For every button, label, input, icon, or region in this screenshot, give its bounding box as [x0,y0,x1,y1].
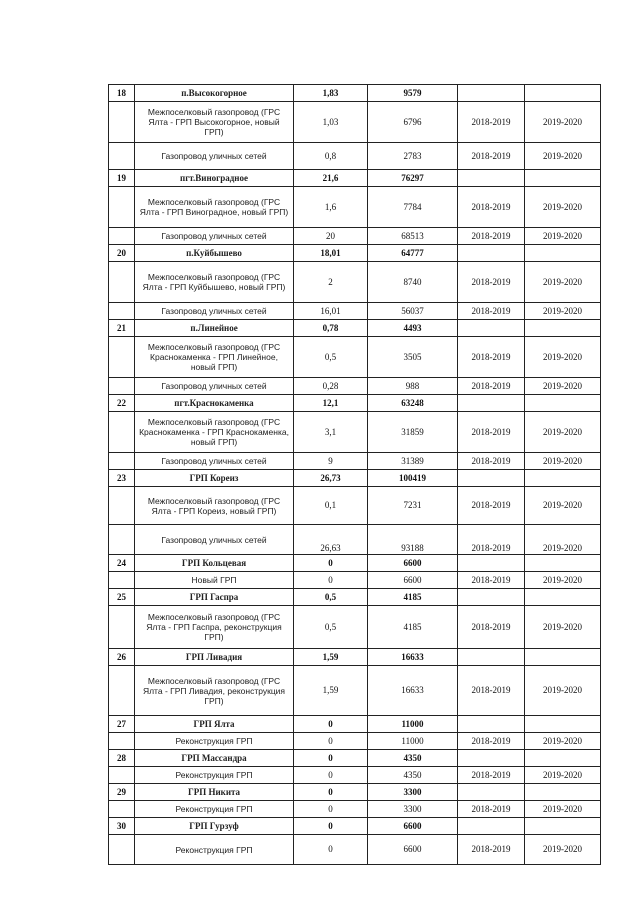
length-cell: 0 [294,750,368,767]
row-number-cell [109,228,135,245]
cost-cell: 100419 [368,470,458,487]
start-period-cell [458,395,525,412]
object-name-cell: Межпоселковый газопровод (ГРС Ялта - ГРП Виноградное, новый ГРП) [135,187,294,228]
end-period-cell: 2019-2020 [525,143,601,170]
end-period-cell: 2019-2020 [525,767,601,784]
work-item-row [109,801,601,818]
settlement-row [109,784,601,801]
object-name-cell: Газопровод уличных сетей [135,303,294,320]
length-cell: 0,8 [294,143,368,170]
length-cell: 0 [294,818,368,835]
start-period-cell: 2018-2019 [458,412,525,453]
start-period-cell [458,245,525,262]
start-period-cell [458,649,525,666]
row-number-cell: 22 [109,395,135,412]
start-period-cell: 2018-2019 [458,143,525,170]
start-period-cell: 2018-2019 [458,487,525,525]
cost-cell: 11000 [368,716,458,733]
row-number-cell: 24 [109,555,135,572]
object-name-cell: ГРП Ялта [135,716,294,733]
end-period-cell [525,589,601,606]
start-period-cell [458,85,525,102]
start-period-cell: 2018-2019 [458,303,525,320]
end-period-cell: 2019-2020 [525,262,601,303]
row-number-cell [109,337,135,378]
cost-cell: 16633 [368,666,458,716]
end-period-cell: 2019-2020 [525,606,601,649]
cost-cell: 4350 [368,767,458,784]
object-name-cell: ГРП Никита [135,784,294,801]
work-item-row [109,337,601,378]
row-number-cell: 20 [109,245,135,262]
cost-cell: 11000 [368,733,458,750]
end-period-cell: 2019-2020 [525,453,601,470]
settlement-row [109,649,601,666]
row-number-cell [109,102,135,143]
settlement-row [109,589,601,606]
length-cell: 0 [294,572,368,589]
end-period-cell: 2019-2020 [525,487,601,525]
end-period-cell: 2019-2020 [525,572,601,589]
length-cell: 0 [294,835,368,865]
settlement-row [109,395,601,412]
start-period-cell [458,818,525,835]
start-period-cell: 2018-2019 [458,801,525,818]
length-cell: 0,1 [294,487,368,525]
row-number-cell: 26 [109,649,135,666]
row-number-cell [109,412,135,453]
end-period-cell [525,555,601,572]
work-item-row [109,487,601,525]
object-name-cell: Межпоселковый газопровод (ГРС Ялта - ГРП Кореиз, новый ГРП) [135,487,294,525]
end-period-cell [525,245,601,262]
end-period-cell: 2019-2020 [525,666,601,716]
row-number-cell [109,187,135,228]
settlement-row [109,170,601,187]
length-cell: 0,5 [294,589,368,606]
end-period-cell: 2019-2020 [525,525,601,555]
gas-pipeline-table [108,84,601,865]
work-item-row [109,412,601,453]
start-period-cell [458,470,525,487]
object-name-cell: Межпоселковый газопровод (ГРС Ялта - ГРП Высокогорное, новый ГРП) [135,102,294,143]
row-number-cell [109,262,135,303]
work-item-row [109,835,601,865]
start-period-cell: 2018-2019 [458,453,525,470]
work-item-row [109,102,601,143]
cost-cell: 3300 [368,784,458,801]
cost-cell: 16633 [368,649,458,666]
row-number-cell: 30 [109,818,135,835]
object-name-cell: Новый ГРП [135,572,294,589]
length-cell: 1,59 [294,666,368,716]
start-period-cell: 2018-2019 [458,228,525,245]
row-number-cell: 18 [109,85,135,102]
length-cell: 0 [294,733,368,750]
settlement-row [109,555,601,572]
cost-cell: 6600 [368,835,458,865]
object-name-cell: Межпоселковый газопровод (ГРС Ялта - ГРП Гаспра, реконструкция ГРП) [135,606,294,649]
start-period-cell [458,170,525,187]
cost-cell: 7231 [368,487,458,525]
object-name-cell: пгт.Виноградное [135,170,294,187]
start-period-cell [458,716,525,733]
object-name-cell: Газопровод уличных сетей [135,378,294,395]
object-name-cell: п.Куйбышево [135,245,294,262]
end-period-cell [525,395,601,412]
end-period-cell: 2019-2020 [525,378,601,395]
object-name-cell: Межпоселковый газопровод (ГРС Ялта - ГРП Ливадия, реконструкция ГРП) [135,666,294,716]
row-number-cell [109,143,135,170]
end-period-cell [525,85,601,102]
work-item-row [109,143,601,170]
cost-cell: 4350 [368,750,458,767]
length-cell: 0,5 [294,337,368,378]
work-item-row [109,378,601,395]
object-name-cell: ГРП Кореиз [135,470,294,487]
row-number-cell: 23 [109,470,135,487]
start-period-cell [458,784,525,801]
work-item-row [109,525,601,555]
cost-cell: 64777 [368,245,458,262]
object-name-cell: ГРП Массандра [135,750,294,767]
cost-cell: 63248 [368,395,458,412]
work-item-row [109,453,601,470]
work-item-row [109,228,601,245]
settlement-row [109,750,601,767]
object-name-cell: пгт.Краснокаменка [135,395,294,412]
end-period-cell: 2019-2020 [525,187,601,228]
cost-cell: 988 [368,378,458,395]
cost-cell: 3505 [368,337,458,378]
length-cell: 16,01 [294,303,368,320]
object-name-cell: Газопровод уличных сетей [135,453,294,470]
length-cell: 1,83 [294,85,368,102]
cost-cell: 8740 [368,262,458,303]
length-cell: 1,6 [294,187,368,228]
row-number-cell [109,378,135,395]
cost-cell: 7784 [368,187,458,228]
work-item-row [109,767,601,784]
end-period-cell [525,716,601,733]
work-item-row [109,572,601,589]
row-number-cell: 29 [109,784,135,801]
settlement-row [109,85,601,102]
length-cell: 21,6 [294,170,368,187]
work-item-row [109,606,601,649]
end-period-cell: 2019-2020 [525,733,601,750]
start-period-cell: 2018-2019 [458,767,525,784]
row-number-cell: 19 [109,170,135,187]
row-number-cell [109,767,135,784]
work-item-row [109,666,601,716]
start-period-cell: 2018-2019 [458,835,525,865]
object-name-cell: ГРП Гаспра [135,589,294,606]
cost-cell: 68513 [368,228,458,245]
object-name-cell: Межпоселковый газопровод (ГРС Ялта - ГРП Куйбышево, новый ГРП) [135,262,294,303]
cost-cell: 3300 [368,801,458,818]
start-period-cell: 2018-2019 [458,525,525,555]
table-body [109,85,601,865]
start-period-cell [458,555,525,572]
start-period-cell: 2018-2019 [458,606,525,649]
work-item-row [109,303,601,320]
object-name-cell: Газопровод уличных сетей [135,143,294,170]
length-cell: 0,5 [294,606,368,649]
object-name-cell: Реконструкция ГРП [135,835,294,865]
end-period-cell [525,320,601,337]
row-number-cell: 25 [109,589,135,606]
row-number-cell: 21 [109,320,135,337]
end-period-cell: 2019-2020 [525,228,601,245]
row-number-cell [109,572,135,589]
end-period-cell: 2019-2020 [525,303,601,320]
start-period-cell [458,320,525,337]
cost-cell: 9579 [368,85,458,102]
length-cell: 0 [294,716,368,733]
cost-cell: 2783 [368,143,458,170]
row-number-cell [109,835,135,865]
end-period-cell: 2019-2020 [525,412,601,453]
object-name-cell: Газопровод уличных сетей [135,525,294,555]
start-period-cell: 2018-2019 [458,666,525,716]
settlement-row [109,818,601,835]
length-cell: 20 [294,228,368,245]
cost-cell: 4185 [368,589,458,606]
length-cell: 0,78 [294,320,368,337]
length-cell: 0 [294,555,368,572]
length-cell: 2 [294,262,368,303]
length-cell: 12,1 [294,395,368,412]
object-name-cell: п.Линейное [135,320,294,337]
object-name-cell: Реконструкция ГРП [135,767,294,784]
work-item-row [109,262,601,303]
cost-cell: 76297 [368,170,458,187]
length-cell: 26,73 [294,470,368,487]
row-number-cell [109,666,135,716]
length-cell: 1,03 [294,102,368,143]
start-period-cell: 2018-2019 [458,337,525,378]
cost-cell: 6600 [368,572,458,589]
row-number-cell [109,303,135,320]
end-period-cell [525,470,601,487]
length-cell: 0,28 [294,378,368,395]
end-period-cell: 2019-2020 [525,835,601,865]
work-item-row [109,187,601,228]
end-period-cell: 2019-2020 [525,337,601,378]
start-period-cell: 2018-2019 [458,102,525,143]
settlement-row [109,470,601,487]
length-cell: 3,1 [294,412,368,453]
row-number-cell [109,801,135,818]
settlement-row [109,716,601,733]
length-cell: 1,59 [294,649,368,666]
length-cell: 18,01 [294,245,368,262]
length-cell: 0 [294,801,368,818]
length-cell: 26,63 [294,525,368,555]
start-period-cell: 2018-2019 [458,378,525,395]
object-name-cell: п.Высокогорное [135,85,294,102]
start-period-cell: 2018-2019 [458,187,525,228]
start-period-cell: 2018-2019 [458,262,525,303]
row-number-cell [109,606,135,649]
work-item-row [109,733,601,750]
cost-cell: 56037 [368,303,458,320]
cost-cell: 6600 [368,818,458,835]
row-number-cell [109,733,135,750]
settlement-row [109,320,601,337]
start-period-cell [458,750,525,767]
row-number-cell [109,525,135,555]
cost-cell: 4185 [368,606,458,649]
end-period-cell: 2019-2020 [525,102,601,143]
object-name-cell: Межпоселковый газопровод (ГРС Краснокаменка - ГРП Краснокаменка, новый ГРП) [135,412,294,453]
end-period-cell [525,818,601,835]
length-cell: 0 [294,784,368,801]
cost-cell: 31859 [368,412,458,453]
cost-cell: 6796 [368,102,458,143]
cost-cell: 93188 [368,525,458,555]
object-name-cell: ГРП Гурзуф [135,818,294,835]
cost-cell: 4493 [368,320,458,337]
object-name-cell: ГРП Ливадия [135,649,294,666]
row-number-cell [109,487,135,525]
object-name-cell: Межпоселковый газопровод (ГРС Краснокаменка - ГРП Линейное, новый ГРП) [135,337,294,378]
object-name-cell: Газопровод уличных сетей [135,228,294,245]
start-period-cell: 2018-2019 [458,733,525,750]
row-number-cell: 28 [109,750,135,767]
end-period-cell [525,784,601,801]
length-cell: 9 [294,453,368,470]
row-number-cell [109,453,135,470]
start-period-cell: 2018-2019 [458,572,525,589]
cost-cell: 31389 [368,453,458,470]
end-period-cell [525,649,601,666]
object-name-cell: ГРП Кольцевая [135,555,294,572]
end-period-cell: 2019-2020 [525,801,601,818]
cost-cell: 6600 [368,555,458,572]
row-number-cell: 27 [109,716,135,733]
object-name-cell: Реконструкция ГРП [135,801,294,818]
length-cell: 0 [294,767,368,784]
end-period-cell [525,170,601,187]
end-period-cell [525,750,601,767]
start-period-cell [458,589,525,606]
settlement-row [109,245,601,262]
object-name-cell: Реконструкция ГРП [135,733,294,750]
